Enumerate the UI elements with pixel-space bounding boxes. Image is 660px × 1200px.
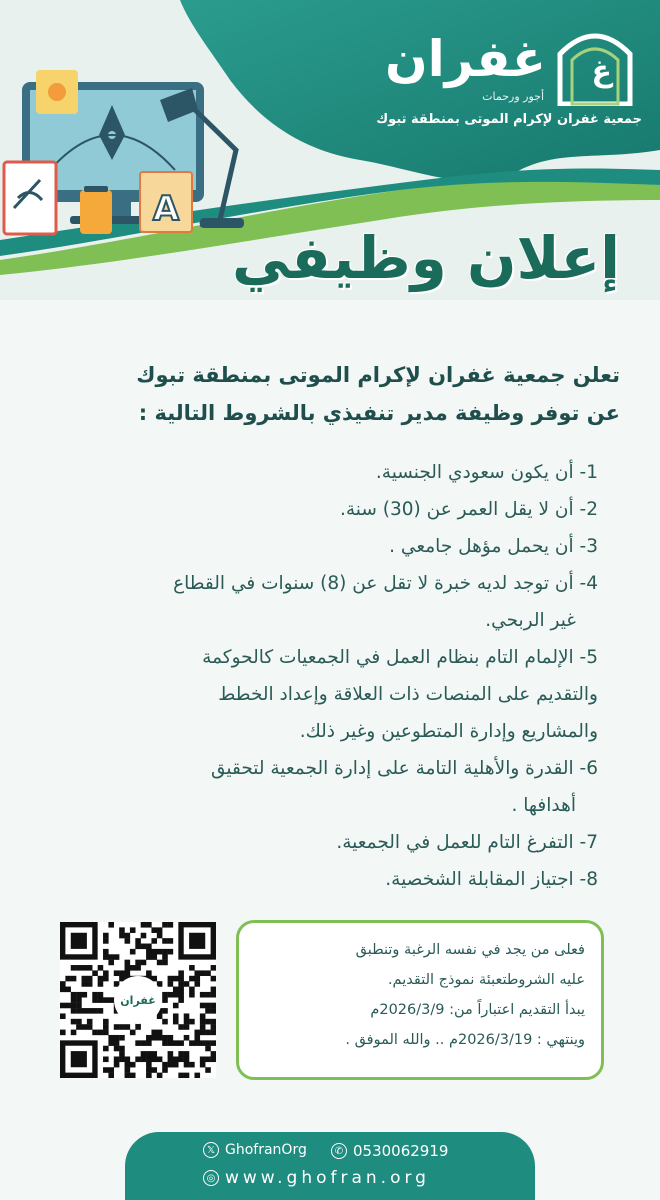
social-handle[interactable]	[203, 1142, 307, 1158]
qr-code[interactable]	[60, 922, 216, 1078]
condition-line: غير الربحي.	[485, 610, 576, 631]
condition-line: أهدافها .	[511, 795, 576, 816]
contact-footer	[125, 1132, 535, 1200]
phone-icon: ✆	[331, 1143, 347, 1159]
website-text: www.ghofran.org	[225, 1168, 430, 1188]
condition-line: 4- أن توجد لديه خبرة لا تقل عن (8) سنوات في القطاع	[173, 573, 598, 594]
logo-tagline: أجور ورحمات	[482, 90, 544, 103]
svg-text:A: A	[152, 189, 180, 229]
intro-line-1: تعلن جمعية غفران لإكرام الموتى بمنطقة تبوك	[136, 363, 620, 387]
page-title: إعلان وظيفي	[231, 224, 620, 292]
condition-line: 2- أن لا يقل العمر عن (30) سنة.	[339, 499, 598, 520]
notice-line-3: يبدأ التقديم اعتباراً من: 2026/3/9م	[370, 1002, 585, 1018]
notice-line-1: فعلى من يجد في نفسه الرغبة وتنطبق	[355, 942, 585, 958]
organization-logo	[376, 14, 642, 127]
website-link[interactable]	[203, 1168, 430, 1188]
logo-subtitle: جمعية غفران لإكرام الموتى بمنطقة تبوك	[376, 112, 642, 127]
conditions-list	[58, 454, 598, 898]
notice-line-2: عليه الشروطتعبئة نموذج التقديم.	[387, 972, 585, 988]
condition-line: 5- الإلمام التام بنظام العمل في الجمعيات كالحوكمة	[202, 647, 598, 668]
qr-logo-text: غفران	[120, 993, 156, 1007]
condition-line: والمشاريع وإدارة المتطوعين وغير ذلك.	[299, 721, 598, 742]
notice-line-4: وينتهي : 2026/3/19م .. والله الموفق .	[345, 1032, 585, 1048]
condition-line: والتقديم على المنصات ذات العلاقة وإعداد الخطط	[218, 684, 598, 705]
social-handle-text: GhofranOrg	[225, 1142, 307, 1158]
intro-text	[30, 356, 620, 432]
condition-line: 8- اجتياز المقابلة الشخصية.	[385, 869, 598, 890]
phone-number[interactable]	[331, 1142, 448, 1160]
phone-number-text: 0530062919	[353, 1142, 449, 1160]
condition-line: 6- القدرة والأهلية التامة على إدارة الجمعية لتحقيق	[210, 758, 598, 779]
application-notice	[236, 920, 604, 1080]
qr-center-logo	[114, 976, 162, 1024]
intro-line-2: عن توفر وظيفة مدير تنفيذي بالشروط التالية :	[138, 401, 620, 425]
emblem-letter: غ	[591, 54, 612, 89]
condition-line: 3- أن يحمل مؤهل جامعي .	[389, 536, 598, 557]
globe-icon: ◎	[203, 1170, 219, 1186]
x-twitter-icon: 𝕏	[203, 1142, 219, 1158]
logo-name: غفران	[384, 30, 546, 88]
condition-line: 7- التفرغ التام للعمل في الجمعية.	[336, 832, 598, 853]
condition-line: 1- أن يكون سعودي الجنسية.	[375, 462, 598, 483]
